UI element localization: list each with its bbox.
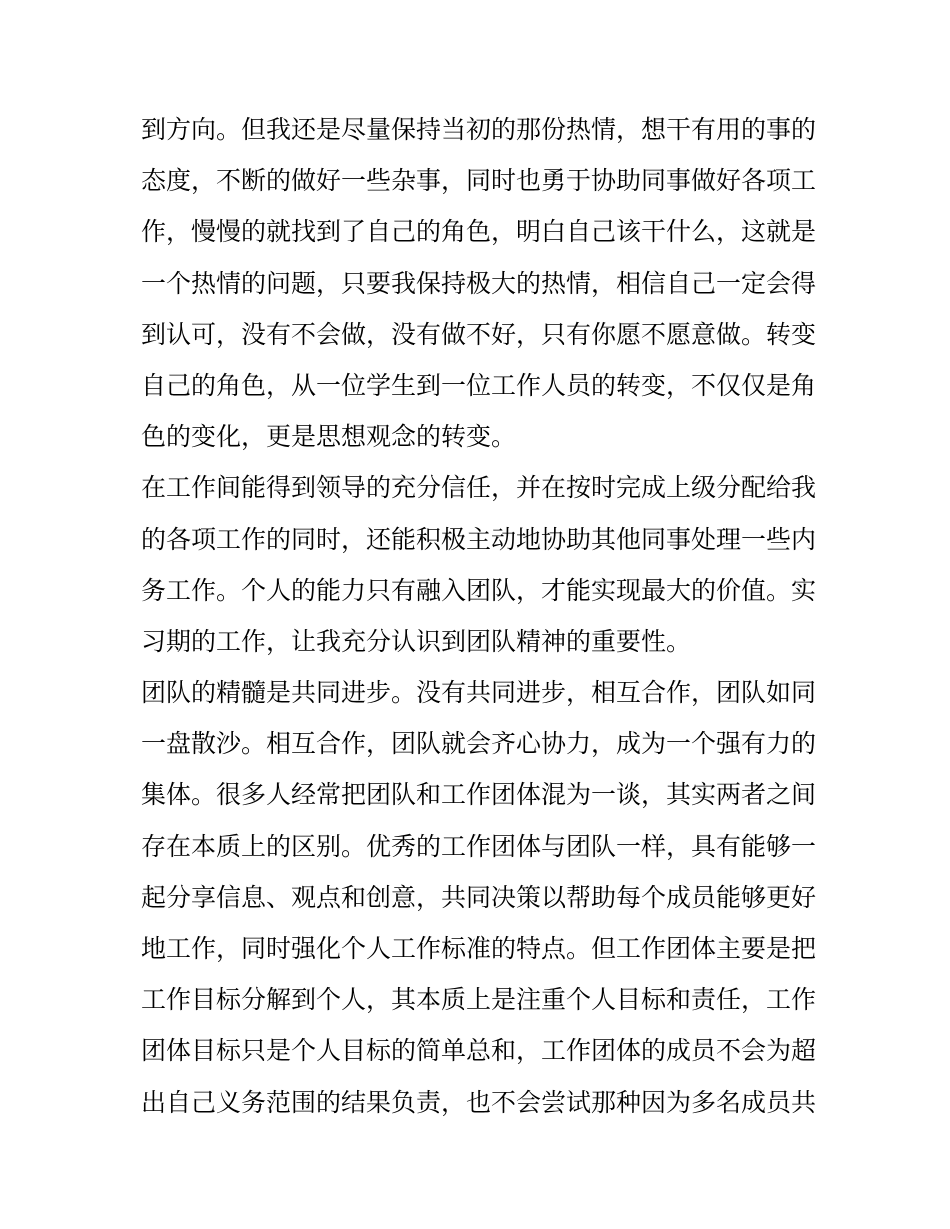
text-line: 团体目标只是个人目标的简单总和，工作团体的成员不会为超 — [141, 1036, 817, 1066]
text-line: 一个热情的问题，只要我保持极大的热情，相信自己一定会得 — [141, 268, 817, 298]
text-line: 的各项工作的同时，还能积极主动地协助其他同事处理一些内 — [141, 524, 817, 554]
text-line: 存在本质上的区别。优秀的工作团体与团队一样，具有能够一 — [141, 831, 817, 861]
text-line: 色的变化，更是思想观念的转变。 — [141, 422, 517, 452]
text-line: 在工作间能得到领导的充分信任，并在按时完成上级分配给我 — [141, 473, 817, 503]
text-line: 地工作，同时强化个人工作标准的特点。但工作团体主要是把 — [141, 934, 817, 963]
text-line: 一盘散沙。相互合作，团队就会齐心协力，成为一个强有力的 — [141, 729, 817, 759]
body-text — [141, 104, 817, 1128]
text-line: 工作目标分解到个人，其本质上是注重个人目标和责任，工作 — [141, 985, 817, 1015]
text-line: 自己的角色，从一位学生到一位工作人员的转变，不仅仅是角 — [141, 370, 817, 400]
text-line: 态度，不断的做好一些杂事，同时也勇于协助同事做好各项工 — [141, 166, 817, 196]
text-line: 起分享信息、观点和创意，共同决策以帮助每个成员能够更好 — [141, 882, 817, 912]
text-line: 到方向。但我还是尽量保持当初的那份热情，想干有用的事的 — [141, 115, 817, 144]
text-line: 出自己义务范围的结果负责，也不会尝试那种因为多名成员共 — [141, 1087, 817, 1117]
text-line: 集体。很多人经常把团队和工作团体混为一谈，其实两者之间 — [141, 780, 817, 810]
text-line: 团队的精髓是共同进步。没有共同进步，相互合作，团队如同 — [141, 678, 817, 708]
text-line: 作，慢慢的就找到了自己的角色，明白自己该干什么，这就是 — [141, 217, 817, 247]
text-line: 到认可，没有不会做，没有做不好，只有你愿不愿意做。转变 — [141, 319, 817, 349]
text-line: 习期的工作，让我充分认识到团队精神的重要性。 — [141, 626, 692, 656]
text-line: 务工作。个人的能力只有融入团队，才能实现最大的价值。实 — [141, 575, 817, 605]
